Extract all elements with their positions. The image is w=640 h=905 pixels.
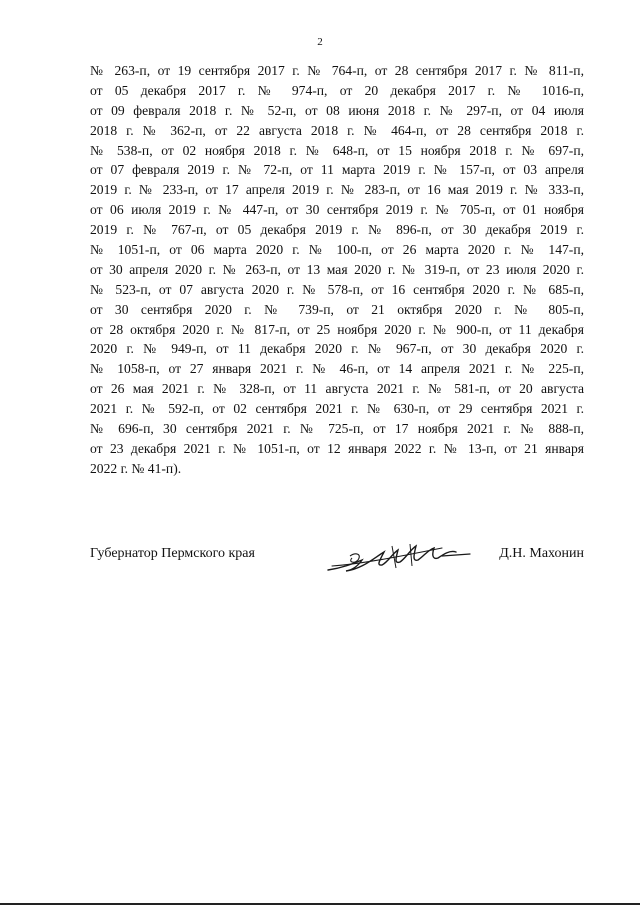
text-line: № 263-п, от 19 сентября 2017 г. № 764-п, от 28 сентября 2017 г. № 811-п, [90, 63, 584, 78]
text-line: № 696-п, 30 сентября 2021 г. № 725-п, от 17 ноября 2021 г. № 888-п, [90, 421, 584, 437]
text-line: 2021 г. № 592-п, от 02 сентября 2021 г. № 630-п, от 29 сентября 2021 г. [90, 401, 584, 417]
text-line: № 538-п, от 02 ноября 2018 г. № 648-п, от 15 ноября 2018 г. № 697-п, [90, 142, 584, 158]
text-line: 2019 г. № 767-п, от 05 декабря 2019 г. № 896-п, от 30 декабря 2019 г. [90, 222, 584, 238]
text-line: от 26 мая 2021 г. № 328-п, от 11 августа 2021 г. № 581-п, от 20 августа [90, 381, 584, 397]
handwritten-signature [322, 538, 472, 578]
text-line: от 05 декабря 2017 г. № 974-п, от 20 декабря 2017 г. № 1016-п, [90, 82, 584, 98]
text-line: от 09 февраля 2018 г. № 52-п, от 08 июня 2018 г. № 297-п, от 04 июля [90, 102, 584, 118]
page-number: 2 [317, 36, 323, 48]
text-line: от 23 декабря 2021 г. № 1051-п, от 12 января 2022 г. № 13-п, от 21 января [90, 440, 584, 456]
text-line: от 07 февраля 2019 г. № 72-п, от 11 марта 2019 г. № 157-п, от 03 апреля [90, 162, 584, 178]
signature-block [90, 538, 584, 578]
text-line: от 06 июля 2019 г. № 447-п, от 30 сентября 2019 г. № 705-п, от 01 ноября [90, 202, 584, 218]
signatory-position: Губернатор Пермского края [90, 546, 255, 561]
text-line: от 28 октября 2020 г. № 817-п, от 25 ноября 2020 г. № 900-п, от 11 декабря [90, 321, 584, 337]
text-line: 2019 г. № 233-п, от 17 апреля 2019 г. № 283-п, от 16 мая 2019 г. № 333-п, [90, 182, 584, 198]
text-line: № 1058-п, от 27 января 2021 г. № 46-п, от 14 апреля 2021 г. № 225-п, [90, 361, 584, 377]
text-line: 2022 г. № 41-п). [90, 460, 182, 476]
text-line: 2018 г. № 362-п, от 22 августа 2018 г. № 464-п, от 28 сентября 2018 г. [90, 122, 584, 138]
body-text [90, 61, 584, 479]
text-line: № 523-п, от 07 августа 2020 г. № 578-п, от 16 сентября 2020 г. № 685-п, [90, 281, 584, 297]
signatory-name: Д.Н. Махонин [499, 546, 584, 561]
text-line: № 1051-п, от 06 марта 2020 г. № 100-п, от 26 марта 2020 г. № 147-п, [90, 242, 584, 258]
text-line: от 30 сентября 2020 г. № 739-п, от 21 октября 2020 г. № 805-п, [90, 301, 584, 317]
text-line: 2020 г. № 949-п, от 11 декабря 2020 г. № 967-п, от 30 декабря 2020 г. [90, 341, 584, 357]
text-line: от 30 апреля 2020 г. № 263-п, от 13 мая 2020 г. № 319-п, от 23 июля 2020 г. [90, 261, 584, 277]
